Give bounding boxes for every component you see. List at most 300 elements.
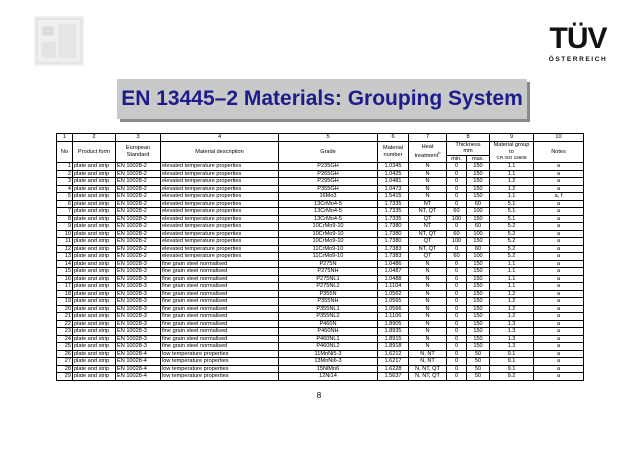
cell-standard: EN 10028-2 — [116, 200, 161, 208]
table-row — [57, 200, 584, 208]
cell-description: fine grain steel normalised — [161, 275, 279, 283]
header-max: max. — [467, 155, 490, 163]
cell-material-group: 1.2 — [490, 313, 534, 321]
cell-material-group: 1.3 — [490, 328, 534, 336]
cell-no: 21 — [57, 313, 73, 321]
cell-standard: EN 10028-3 — [116, 320, 161, 328]
cell-material-group: 1.3 — [490, 343, 534, 351]
cell-material-group: 9.2 — [490, 373, 534, 381]
cell-grade: P275NL1 — [279, 275, 378, 283]
cell-grade: 10CrMo9-10 — [279, 238, 378, 246]
cell-material-group: 1.1 — [490, 260, 534, 268]
cell-material-group: 1.1 — [490, 268, 534, 276]
cell-thickness-min: 0 — [447, 193, 467, 201]
cell-heat-treatment: N, NT — [409, 358, 447, 366]
cell-notes: a — [534, 200, 584, 208]
tuv-logo — [546, 24, 610, 63]
header-thickness: Thickness — [455, 141, 481, 148]
cell-standard: EN 10028-2 — [116, 215, 161, 223]
cell-standard: EN 10028-2 — [116, 163, 161, 171]
cell-notes: a — [534, 305, 584, 313]
colnum: 5 — [279, 134, 378, 142]
header-heat-treatment-sup: b — [438, 150, 441, 156]
cell-grade: P265GH — [279, 170, 378, 178]
cell-material-number: 1.7335 — [378, 200, 409, 208]
cell-heat-treatment: N — [409, 290, 447, 298]
cell-product-form: plate and strip — [73, 335, 116, 343]
colnum: 6 — [378, 134, 409, 142]
cell-grade: P355GH — [279, 185, 378, 193]
cell-notes: a — [534, 170, 584, 178]
table-row — [57, 350, 584, 358]
cell-material-group: 1.1 — [490, 283, 534, 291]
cell-standard: EN 10028-2 — [116, 170, 161, 178]
cell-thickness-max: 150 — [467, 178, 490, 186]
cell-material-group: 1.1 — [490, 275, 534, 283]
cell-no: 5 — [57, 193, 73, 201]
cell-thickness-min: 0 — [447, 260, 467, 268]
cell-thickness-max: 60 — [467, 223, 490, 231]
cell-grade: 13CrMo4-5 — [279, 208, 378, 216]
cell-description: low temperature properties — [161, 350, 279, 358]
cell-no: 2 — [57, 170, 73, 178]
cell-thickness-max: 50 — [467, 350, 490, 358]
cell-thickness-max: 150 — [467, 335, 490, 343]
cell-standard: EN 10028-2 — [116, 223, 161, 231]
cell-notes: a — [534, 290, 584, 298]
slide-title-banner — [117, 79, 527, 119]
cell-thickness-min: 100 — [447, 238, 467, 246]
cell-notes: a — [534, 313, 584, 321]
cell-thickness-max: 50 — [467, 373, 490, 381]
cell-product-form: plate and strip — [73, 313, 116, 321]
cell-description: fine grain steel normalised — [161, 268, 279, 276]
cell-thickness-max: 150 — [467, 305, 490, 313]
cell-thickness-max: 150 — [467, 185, 490, 193]
cell-no: 8 — [57, 215, 73, 223]
table-row — [57, 365, 584, 373]
cell-material-number: 1.0566 — [378, 305, 409, 313]
cell-description: elevated temperature properties — [161, 178, 279, 186]
cell-standard: EN 10028-3 — [116, 343, 161, 351]
cell-material-number: 1.7335 — [378, 208, 409, 216]
cell-material-number: 1.1106 — [378, 313, 409, 321]
cell-material-number: 1.8935 — [378, 328, 409, 336]
cell-material-number: 1.0486 — [378, 260, 409, 268]
cell-thickness-min: 0 — [447, 358, 467, 366]
cell-grade: 11MnNi5-3 — [279, 350, 378, 358]
cell-standard: EN 10028-3 — [116, 335, 161, 343]
cell-notes: a — [534, 178, 584, 186]
cell-notes: a — [534, 320, 584, 328]
cell-heat-treatment: N — [409, 320, 447, 328]
cell-thickness-max: 150 — [467, 238, 490, 246]
cell-product-form: plate and strip — [73, 298, 116, 306]
table-row — [57, 358, 584, 366]
cell-material-group: 9.1 — [490, 358, 534, 366]
header-standard: European Standard — [116, 141, 161, 163]
cell-material-group: 5.1 — [490, 208, 534, 216]
cell-product-form: plate and strip — [73, 230, 116, 238]
cell-standard: EN 10028-2 — [116, 208, 161, 216]
cell-description: fine grain steel normalised — [161, 335, 279, 343]
cell-product-form: plate and strip — [73, 208, 116, 216]
cell-description: fine grain steel normalised — [161, 328, 279, 336]
cell-thickness-min: 0 — [447, 178, 467, 186]
cell-no: 24 — [57, 335, 73, 343]
table-row — [57, 185, 584, 193]
cell-heat-treatment: N — [409, 260, 447, 268]
table-row — [57, 178, 584, 186]
cell-product-form: plate and strip — [73, 178, 116, 186]
cell-heat-treatment: QT — [409, 253, 447, 261]
cell-notes: a — [534, 328, 584, 336]
table-row — [57, 260, 584, 268]
cell-grade: 11CrMo9-10 — [279, 245, 378, 253]
cell-product-form: plate and strip — [73, 193, 116, 201]
cell-grade: P460NH — [279, 328, 378, 336]
header-thickness-cell — [447, 141, 490, 155]
cell-product-form: plate and strip — [73, 290, 116, 298]
cell-thickness-min: 0 — [447, 365, 467, 373]
cell-thickness-max: 150 — [467, 275, 490, 283]
colnum: 3 — [116, 134, 161, 142]
cell-thickness-min: 0 — [447, 245, 467, 253]
cell-thickness-max: 150 — [467, 343, 490, 351]
cell-material-group: 1.2 — [490, 185, 534, 193]
cell-description: fine grain steel normalised — [161, 305, 279, 313]
cell-heat-treatment: QT — [409, 238, 447, 246]
cell-no: 16 — [57, 275, 73, 283]
cell-material-group: 5.2 — [490, 223, 534, 231]
cell-thickness-max: 150 — [467, 193, 490, 201]
cell-description: elevated temperature properties — [161, 230, 279, 238]
cell-no: 27 — [57, 358, 73, 366]
cell-thickness-min: 0 — [447, 170, 467, 178]
cell-notes: a — [534, 343, 584, 351]
cell-material-number: 1.7383 — [378, 253, 409, 261]
cell-standard: EN 10028-3 — [116, 290, 161, 298]
cell-thickness-min: 100 — [447, 215, 467, 223]
cell-thickness-min: 0 — [447, 320, 467, 328]
header-notes: Notes — [534, 141, 584, 163]
column-number-row — [57, 134, 584, 142]
cell-material-group: 5.2 — [490, 245, 534, 253]
cell-thickness-max: 150 — [467, 328, 490, 336]
cell-product-form: plate and strip — [73, 200, 116, 208]
cell-no: 9 — [57, 223, 73, 231]
cell-heat-treatment: N — [409, 163, 447, 171]
cell-standard: EN 10028-2 — [116, 185, 161, 193]
cell-thickness-max: 150 — [467, 163, 490, 171]
cell-material-number: 1.8915 — [378, 335, 409, 343]
cell-heat-treatment: N — [409, 185, 447, 193]
cell-standard: EN 10028-2 — [116, 253, 161, 261]
cell-heat-treatment: NT, QT — [409, 230, 447, 238]
cell-heat-treatment: N — [409, 178, 447, 186]
cell-thickness-max: 150 — [467, 170, 490, 178]
cell-material-number: 1.7380 — [378, 230, 409, 238]
cell-thickness-min: 0 — [447, 313, 467, 321]
cell-no: 28 — [57, 365, 73, 373]
cell-thickness-max: 100 — [467, 208, 490, 216]
cell-no: 10 — [57, 230, 73, 238]
header-no: No — [57, 141, 73, 163]
cell-standard: EN 10028-3 — [116, 305, 161, 313]
cell-heat-treatment: N — [409, 193, 447, 201]
cell-grade: P460NL1 — [279, 335, 378, 343]
table-row — [57, 193, 584, 201]
cell-material-group: 9.1 — [490, 350, 534, 358]
cell-standard: EN 10028-3 — [116, 275, 161, 283]
cell-material-number: 1.7335 — [378, 215, 409, 223]
cell-material-number: 1.6217 — [378, 358, 409, 366]
cell-description: elevated temperature properties — [161, 163, 279, 171]
cell-standard: EN 10028-3 — [116, 260, 161, 268]
cell-no: 3 — [57, 178, 73, 186]
cell-notes: a — [534, 350, 584, 358]
cell-thickness-max: 150 — [467, 298, 490, 306]
colnum: 2 — [73, 134, 116, 142]
cell-no: 6 — [57, 200, 73, 208]
cell-material-group: 1.1 — [490, 163, 534, 171]
cell-grade: P275NL2 — [279, 283, 378, 291]
cell-thickness-min: 0 — [447, 163, 467, 171]
cell-thickness-max: 150 — [467, 268, 490, 276]
table-row — [57, 268, 584, 276]
cell-material-group: 5.2 — [490, 238, 534, 246]
cell-description: elevated temperature properties — [161, 170, 279, 178]
slide-title: EN 13445–2 Materials: Grouping System — [121, 87, 523, 110]
cell-grade: P355NL2 — [279, 313, 378, 321]
cell-notes: a — [534, 283, 584, 291]
cell-standard: EN 10028-3 — [116, 283, 161, 291]
cell-description: fine grain steel normalised — [161, 343, 279, 351]
cell-thickness-min: 0 — [447, 223, 467, 231]
cell-standard: EN 10028-4 — [116, 373, 161, 381]
table-row — [57, 305, 584, 313]
cell-grade: 10CrMo9-10 — [279, 223, 378, 231]
cell-no: 25 — [57, 343, 73, 351]
table-row — [57, 245, 584, 253]
cell-no: 17 — [57, 283, 73, 291]
cell-material-number: 1.0565 — [378, 298, 409, 306]
cell-standard: EN 10028-4 — [116, 350, 161, 358]
cell-no: 15 — [57, 268, 73, 276]
header-description: Material description — [161, 141, 279, 163]
cell-description: elevated temperature properties — [161, 223, 279, 231]
materials-table — [56, 133, 584, 381]
cell-notes: a — [534, 358, 584, 366]
cell-heat-treatment: N — [409, 343, 447, 351]
cell-grade: 13CrMo4-5 — [279, 200, 378, 208]
cell-material-number: 1.0345 — [378, 163, 409, 171]
colnum: 8 — [447, 134, 490, 142]
cell-heat-treatment: N, NT — [409, 350, 447, 358]
cell-description: fine grain steel normalised — [161, 260, 279, 268]
cell-notes: a — [534, 230, 584, 238]
cell-notes: a, f — [534, 193, 584, 201]
cell-description: fine grain steel normalised — [161, 298, 279, 306]
cell-grade: 12Ni14 — [279, 373, 378, 381]
header-material-number: Material number — [378, 141, 409, 163]
colnum: 10 — [534, 134, 584, 142]
cell-grade: P460N — [279, 320, 378, 328]
cell-heat-treatment: N — [409, 268, 447, 276]
cell-thickness-min: 0 — [447, 283, 467, 291]
cell-description: fine grain steel normalised — [161, 283, 279, 291]
cell-standard: EN 10028-2 — [116, 193, 161, 201]
cell-material-group: 5.1 — [490, 200, 534, 208]
cell-product-form: plate and strip — [73, 283, 116, 291]
cell-material-number: 1.5415 — [378, 193, 409, 201]
cell-grade: P355N — [279, 290, 378, 298]
cell-no: 7 — [57, 208, 73, 216]
cell-material-group: 1.2 — [490, 290, 534, 298]
cell-no: 26 — [57, 350, 73, 358]
cell-product-form: plate and strip — [73, 350, 116, 358]
table-row — [57, 223, 584, 231]
cell-material-group: 1.2 — [490, 178, 534, 186]
cell-grade: 10CrMo9-10 — [279, 230, 378, 238]
table-row — [57, 275, 584, 283]
cell-no: 1 — [57, 163, 73, 171]
cell-product-form: plate and strip — [73, 163, 116, 171]
logo-mark: TÜV — [549, 22, 607, 55]
cell-standard: EN 10028-2 — [116, 230, 161, 238]
cell-thickness-max: 150 — [467, 215, 490, 223]
cell-grade: 11CrMo9-10 — [279, 253, 378, 261]
cell-description: elevated temperature properties — [161, 215, 279, 223]
cell-no: 20 — [57, 305, 73, 313]
table-head — [57, 134, 584, 163]
cell-thickness-min: 0 — [447, 328, 467, 336]
cell-description: elevated temperature properties — [161, 185, 279, 193]
cell-notes: a — [534, 373, 584, 381]
cell-thickness-max: 150 — [467, 290, 490, 298]
cell-thickness-max: 100 — [467, 230, 490, 238]
cell-thickness-min: 60 — [447, 253, 467, 261]
cell-material-group: 1.2 — [490, 305, 534, 313]
cell-standard: EN 10028-2 — [116, 238, 161, 246]
cell-notes: a — [534, 275, 584, 283]
cell-material-group: 1.1 — [490, 170, 534, 178]
cell-heat-treatment: N — [409, 283, 447, 291]
cell-grade: P355NL1 — [279, 305, 378, 313]
cell-thickness-max: 150 — [467, 283, 490, 291]
cell-description: elevated temperature properties — [161, 253, 279, 261]
cell-standard: EN 10028-2 — [116, 178, 161, 186]
cell-no: 22 — [57, 320, 73, 328]
cell-heat-treatment: NT, QT — [409, 245, 447, 253]
header-row — [57, 141, 584, 155]
cell-product-form: plate and strip — [73, 365, 116, 373]
cell-notes: a — [534, 223, 584, 231]
cell-notes: a — [534, 365, 584, 373]
cell-notes: a — [534, 245, 584, 253]
cell-no: 29 — [57, 373, 73, 381]
cell-standard: EN 10028-3 — [116, 328, 161, 336]
cell-material-number: 1.6212 — [378, 350, 409, 358]
cell-notes: a — [534, 253, 584, 261]
cell-thickness-min: 60 — [447, 208, 467, 216]
cell-description: low temperature properties — [161, 365, 279, 373]
cell-material-number: 1.1104 — [378, 283, 409, 291]
table-row — [57, 343, 584, 351]
cell-material-number: 1.6228 — [378, 365, 409, 373]
cell-material-group: 1.3 — [490, 320, 534, 328]
cell-standard: EN 10028-4 — [116, 358, 161, 366]
colnum: 7 — [409, 134, 447, 142]
cell-thickness-min: 0 — [447, 268, 467, 276]
cell-material-number: 1.0487 — [378, 268, 409, 276]
header-heat-treatment: Heat treatment — [414, 143, 439, 160]
cell-thickness-min: 0 — [447, 305, 467, 313]
cell-thickness-min: 60 — [447, 230, 467, 238]
cell-product-form: plate and strip — [73, 185, 116, 193]
cell-notes: a — [534, 335, 584, 343]
cell-no: 19 — [57, 298, 73, 306]
cell-description: elevated temperature properties — [161, 238, 279, 246]
cell-product-form: plate and strip — [73, 343, 116, 351]
table-row — [57, 320, 584, 328]
cell-material-group: 1.1 — [490, 193, 534, 201]
header-material-group: Material group to — [493, 142, 530, 155]
cell-thickness-min: 0 — [447, 350, 467, 358]
table-row — [57, 328, 584, 336]
cell-description: fine grain steel normalised — [161, 320, 279, 328]
table-row — [57, 373, 584, 381]
table-row — [57, 163, 584, 171]
cell-product-form: plate and strip — [73, 238, 116, 246]
header-product-form: Product form — [73, 141, 116, 163]
cell-material-number: 1.8918 — [378, 343, 409, 351]
table-row — [57, 230, 584, 238]
cell-no: 11 — [57, 238, 73, 246]
cell-notes: a — [534, 163, 584, 171]
cell-standard: EN 10028-3 — [116, 268, 161, 276]
cell-grade: P275NH — [279, 268, 378, 276]
cell-description: low temperature properties — [161, 373, 279, 381]
table-row — [57, 215, 584, 223]
cell-thickness-max: 50 — [467, 358, 490, 366]
cell-notes: a — [534, 215, 584, 223]
cell-grade: P235GH — [279, 163, 378, 171]
table-body — [57, 163, 584, 381]
cell-thickness-min: 0 — [447, 343, 467, 351]
cell-notes: a — [534, 185, 584, 193]
cell-product-form: plate and strip — [73, 215, 116, 223]
cell-notes: a — [534, 260, 584, 268]
header-material-group-ref: CR ISO 15608 — [496, 155, 527, 160]
cell-material-number: 1.0562 — [378, 290, 409, 298]
cell-product-form: plate and strip — [73, 275, 116, 283]
cell-material-group: 1.2 — [490, 298, 534, 306]
cell-material-number: 1.0488 — [378, 275, 409, 283]
cell-standard: EN 10028-3 — [116, 313, 161, 321]
cell-description: fine grain steel normalised — [161, 313, 279, 321]
colnum: 1 — [57, 134, 73, 142]
cell-product-form: plate and strip — [73, 305, 116, 313]
cell-product-form: plate and strip — [73, 328, 116, 336]
cell-no: 23 — [57, 328, 73, 336]
cell-standard: EN 10028-3 — [116, 298, 161, 306]
table-row — [57, 208, 584, 216]
table-row — [57, 298, 584, 306]
cell-description: elevated temperature properties — [161, 193, 279, 201]
cell-standard: EN 10028-4 — [116, 365, 161, 373]
cell-material-number: 1.0473 — [378, 185, 409, 193]
